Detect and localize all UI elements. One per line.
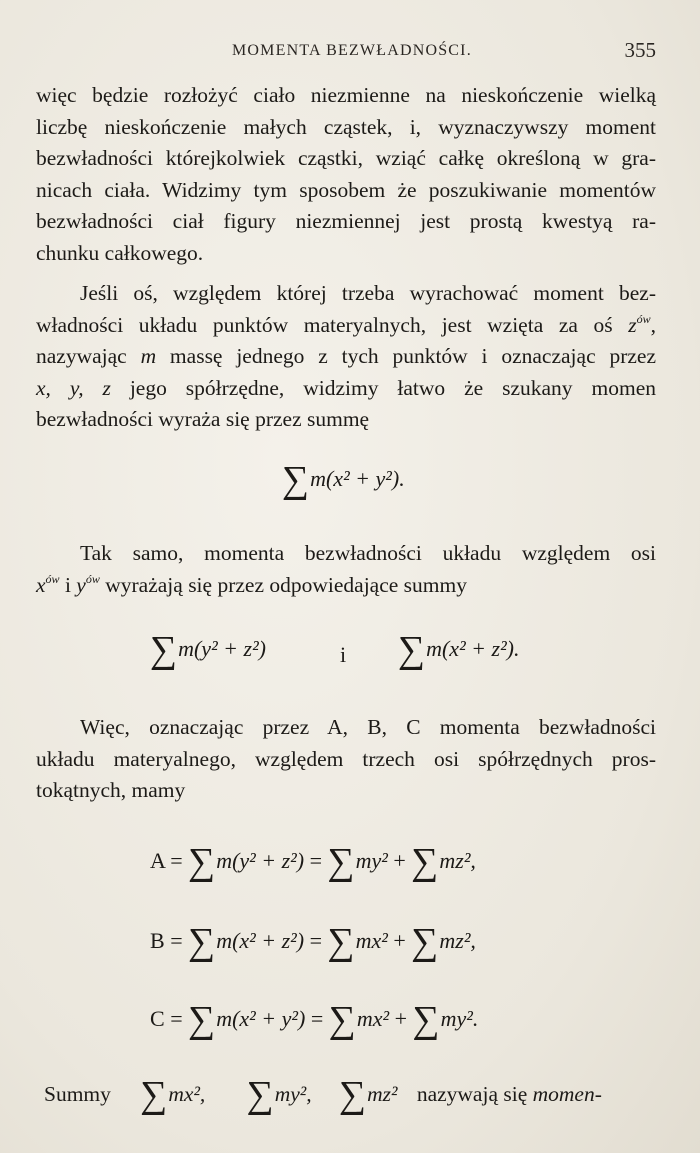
formula-term: m(y² + z²) [216, 848, 305, 873]
formula-sum-xz [398, 629, 520, 671]
text-line: bezwładności wyraża się przez summę [36, 407, 370, 431]
text-run: Summy [44, 1082, 111, 1106]
sum-symbol: ∑ [411, 841, 439, 883]
math-variable: z [628, 312, 637, 337]
math-variable: x [36, 572, 46, 597]
superscript: ów [45, 571, 60, 586]
text-line [36, 341, 656, 373]
equation-C: C = ∑m(x² + y²) = ∑mx² + ∑my². [150, 999, 479, 1041]
sum-symbol: ∑ [327, 841, 355, 883]
sum-symbol: ∑ [150, 629, 178, 671]
text-line: nicach ciała. Widzimy tym sposobem że poszukiwanie momentów [36, 177, 656, 202]
formula-term: mz² [367, 1082, 398, 1106]
paragraph-2 [36, 278, 656, 436]
text-run: i [59, 572, 77, 597]
superscript: ów [85, 571, 100, 586]
sum-symbol: ∑ [282, 459, 310, 501]
sum-symbol: ∑ [398, 629, 426, 671]
sum-symbol: ∑ [140, 1074, 168, 1116]
formula-term: my² [355, 848, 388, 873]
text-run: władności układu punktów materyalnych, jest wzięta za oś [36, 312, 629, 337]
sum-symbol: ∑ [188, 999, 216, 1041]
formula-sum-xy [282, 459, 405, 501]
formula-term: m(x² + y²) [216, 1006, 306, 1031]
sum-symbol: ∑ [339, 1074, 367, 1116]
italic-term: momen- [532, 1082, 602, 1106]
final-line [44, 1074, 602, 1116]
formula-term: my². [440, 1006, 479, 1031]
text-line: Więc, oznaczając przez A, B, C momenta bezwładności [80, 715, 656, 739]
equation-label: B [150, 928, 165, 953]
page-number: 355 [624, 38, 656, 62]
formula-sum-yz [150, 629, 266, 671]
math-variable: y [76, 572, 86, 597]
text-line: Tak samo, momenta bezwładności układu względem osi [80, 541, 656, 565]
paragraph-4 [36, 712, 656, 807]
text-run: nazywają się [416, 1082, 528, 1106]
text-line: układu materyalnego, względem trzech osi spółrzędnych pros- [36, 746, 656, 771]
text-line: chunku całkowego. [36, 240, 204, 265]
formula-body: m(x² + y²). [310, 466, 405, 491]
formula-term: mx² [355, 928, 388, 953]
sum-symbol: ∑ [188, 841, 216, 883]
sum-symbol: ∑ [246, 1074, 274, 1116]
text-line: bezwładności ciał figury niezmiennej jest prostą kwestyą ra- [36, 209, 656, 233]
text-run: massę jednego z tych punktów i oznaczając przez [156, 344, 656, 368]
formula-term: my², [274, 1082, 312, 1106]
sum-symbol: ∑ [327, 921, 355, 963]
sum-symbol: ∑ [411, 921, 439, 963]
formula-connector: i [340, 642, 347, 667]
running-head: MOMENTA BEZWŁADNOŚCI. [232, 42, 472, 59]
text-run: wyrażają się przez odpowiedające summy [99, 572, 467, 597]
equation-label: C [150, 1006, 165, 1031]
formula-term: mx², [168, 1082, 206, 1106]
sum-symbol: ∑ [412, 999, 440, 1041]
text-line: więc będzie rozłożyć ciało niezmienne na nieskończenie wielką [36, 83, 656, 107]
paragraph-3 [36, 538, 656, 601]
formula-body: m(x² + z²). [426, 636, 520, 661]
text-line: Jeśli oś, względem której trzeba wyrachować moment bez- [80, 281, 656, 305]
text-line: bezwładności którejkolwiek cząstki, wziąć całkę określoną w gra- [36, 146, 656, 170]
paragraph-1 [36, 80, 656, 269]
formula-term: m(x² + z²) [216, 928, 305, 953]
equation-label: A [150, 848, 165, 873]
sum-symbol: ∑ [188, 921, 216, 963]
text-line: tokątnych, mamy [36, 778, 186, 802]
text-line [36, 373, 656, 405]
math-variable: m [140, 344, 157, 368]
formula-term: mz², [439, 928, 476, 953]
superscript: ów [636, 311, 651, 326]
formula-body: m(y² + z²) [178, 636, 266, 661]
page-header [0, 36, 700, 66]
formula-term: mz², [439, 848, 476, 873]
equation-B: B = ∑m(x² + z²) = ∑mx² + ∑mz², [150, 921, 476, 963]
math-variable: x, y, z [36, 375, 111, 400]
text-line [36, 570, 656, 602]
sum-symbol: ∑ [328, 999, 356, 1041]
text-run: jego spółrzędne, widzimy łatwo że szukany momen [110, 375, 656, 400]
text-run: , [650, 312, 656, 337]
text-run: nazywając [36, 344, 141, 368]
text-line [36, 310, 656, 342]
equation-A: A = ∑m(y² + z²) = ∑my² + ∑mz², [150, 841, 476, 883]
formula-term: mx² [356, 1006, 390, 1031]
text-line: liczbę nieskończenie małych cząstek, i, wyznaczywszy moment [36, 114, 656, 139]
